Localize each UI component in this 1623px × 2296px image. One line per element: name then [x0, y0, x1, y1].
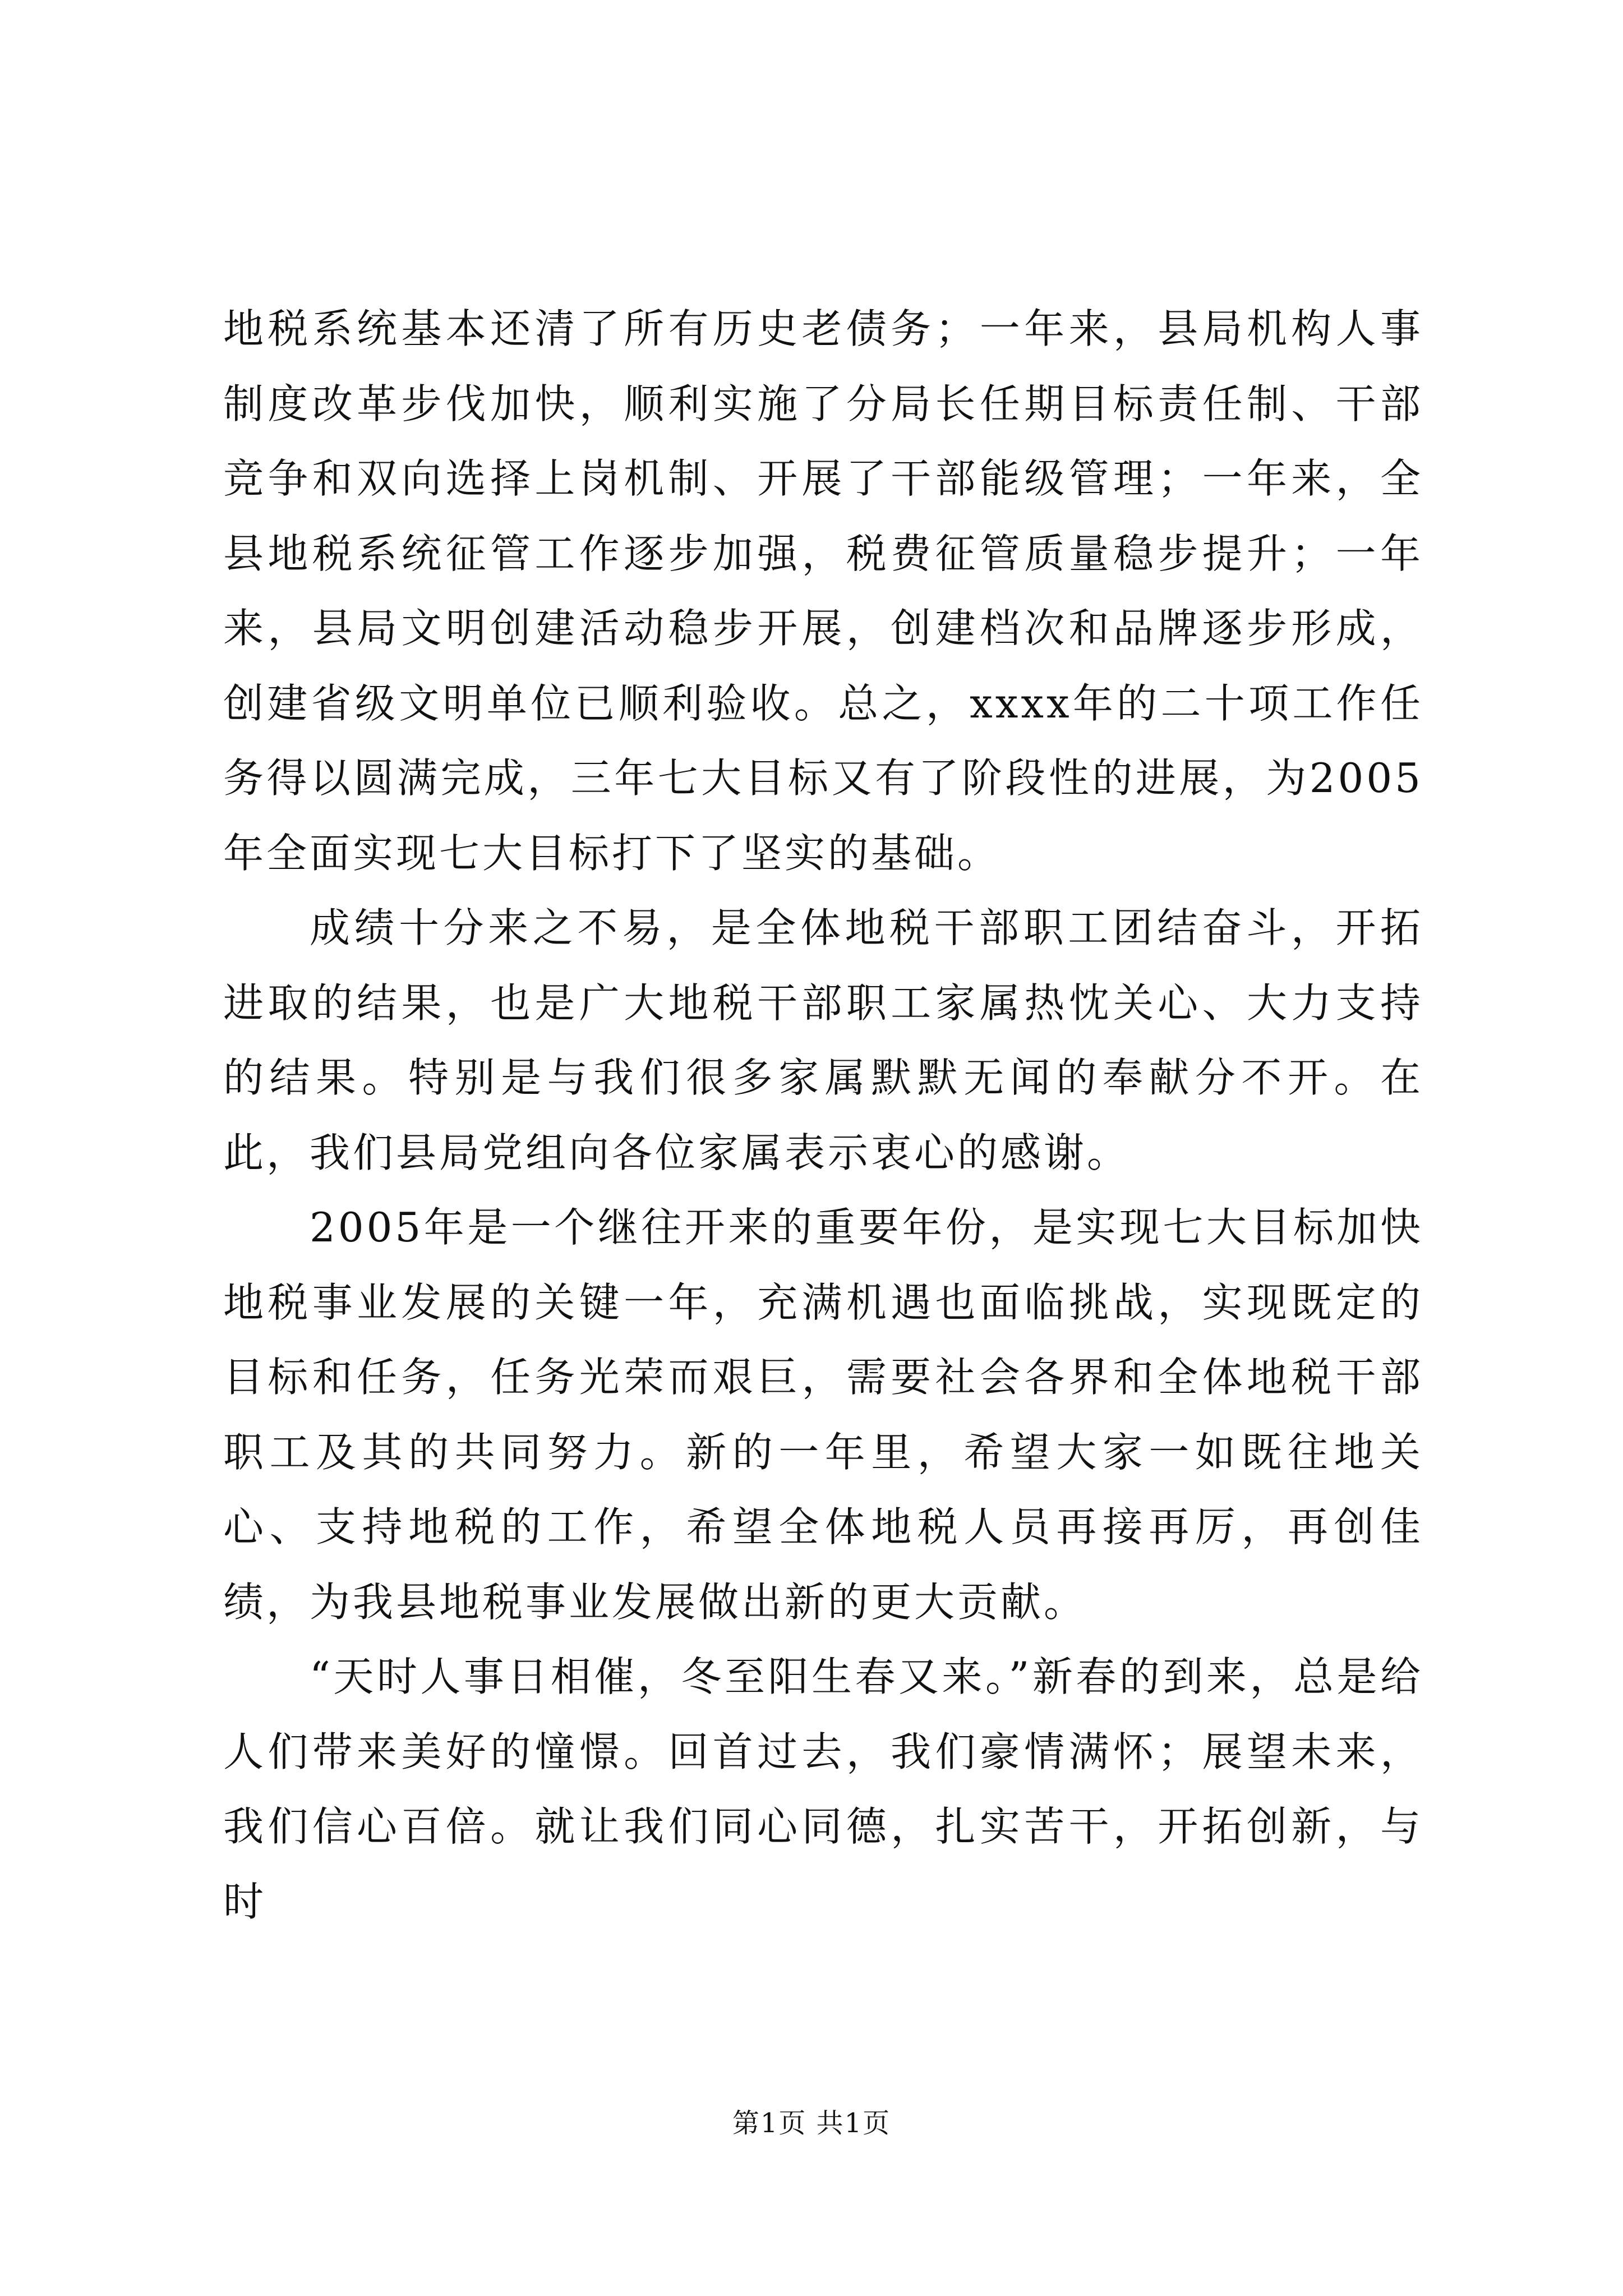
paragraph-4: “天时人事日相催，冬至阳生春又来。”新春的到来，总是给人们带来美好的憧憬。回首过去，我们豪情满怀；展望未来，我们信心百倍。就让我们同心同德，扎实苦干，开拓创新，与时 [223, 1653, 1423, 1925]
paragraph-2: 成绩十分来之不易，是全体地税干部职工团结奋斗，开拓进取的结果，也是广大地税干部职工家属热忱关心、大力支持的结果。特别是与我们很多家属默默无闻的奉献分不开。在此，我们县局党组向各位家属表示衷心的感谢。 [223, 904, 1423, 1176]
document-body [223, 292, 1423, 1939]
paragraph-1-continued: 地税系统基本还清了所有历史老债务；一年来，县局机构人事制度改革步伐加快，顺利实施了分局长任期目标责任制、干部竞争和双向选择上岗机制、开展了干部能级管理；一年来，全县地税系统征管工作逐步加强，税费征管质量稳步提升；一年来，县局文明创建活动稳步开展，创建档次和品牌逐步形成，创建省级文明单位已顺利验收。总之，xxxx年的二十项工作任务得以圆满完成，三年七大目标又有了阶段性的进展，为2005年全面实现七大目标打下了坚实的基础。 [223, 305, 1423, 877]
page-footer: 第1页 共1页 [732, 2108, 891, 2139]
paragraph-3: 2005年是一个继往开来的重要年份，是实现七大目标加快地税事业发展的关键一年，充满机遇也面临挑战，实现既定的目标和任务，任务光荣而艰巨，需要社会各界和全体地税干部职工及其的共同努力。新的一年里，希望大家一如既往地关心、支持地税的工作，希望全体地税人员再接再厉，再创佳绩，为我县地税事业发展做出新的更大贡献。 [223, 1204, 1423, 1626]
